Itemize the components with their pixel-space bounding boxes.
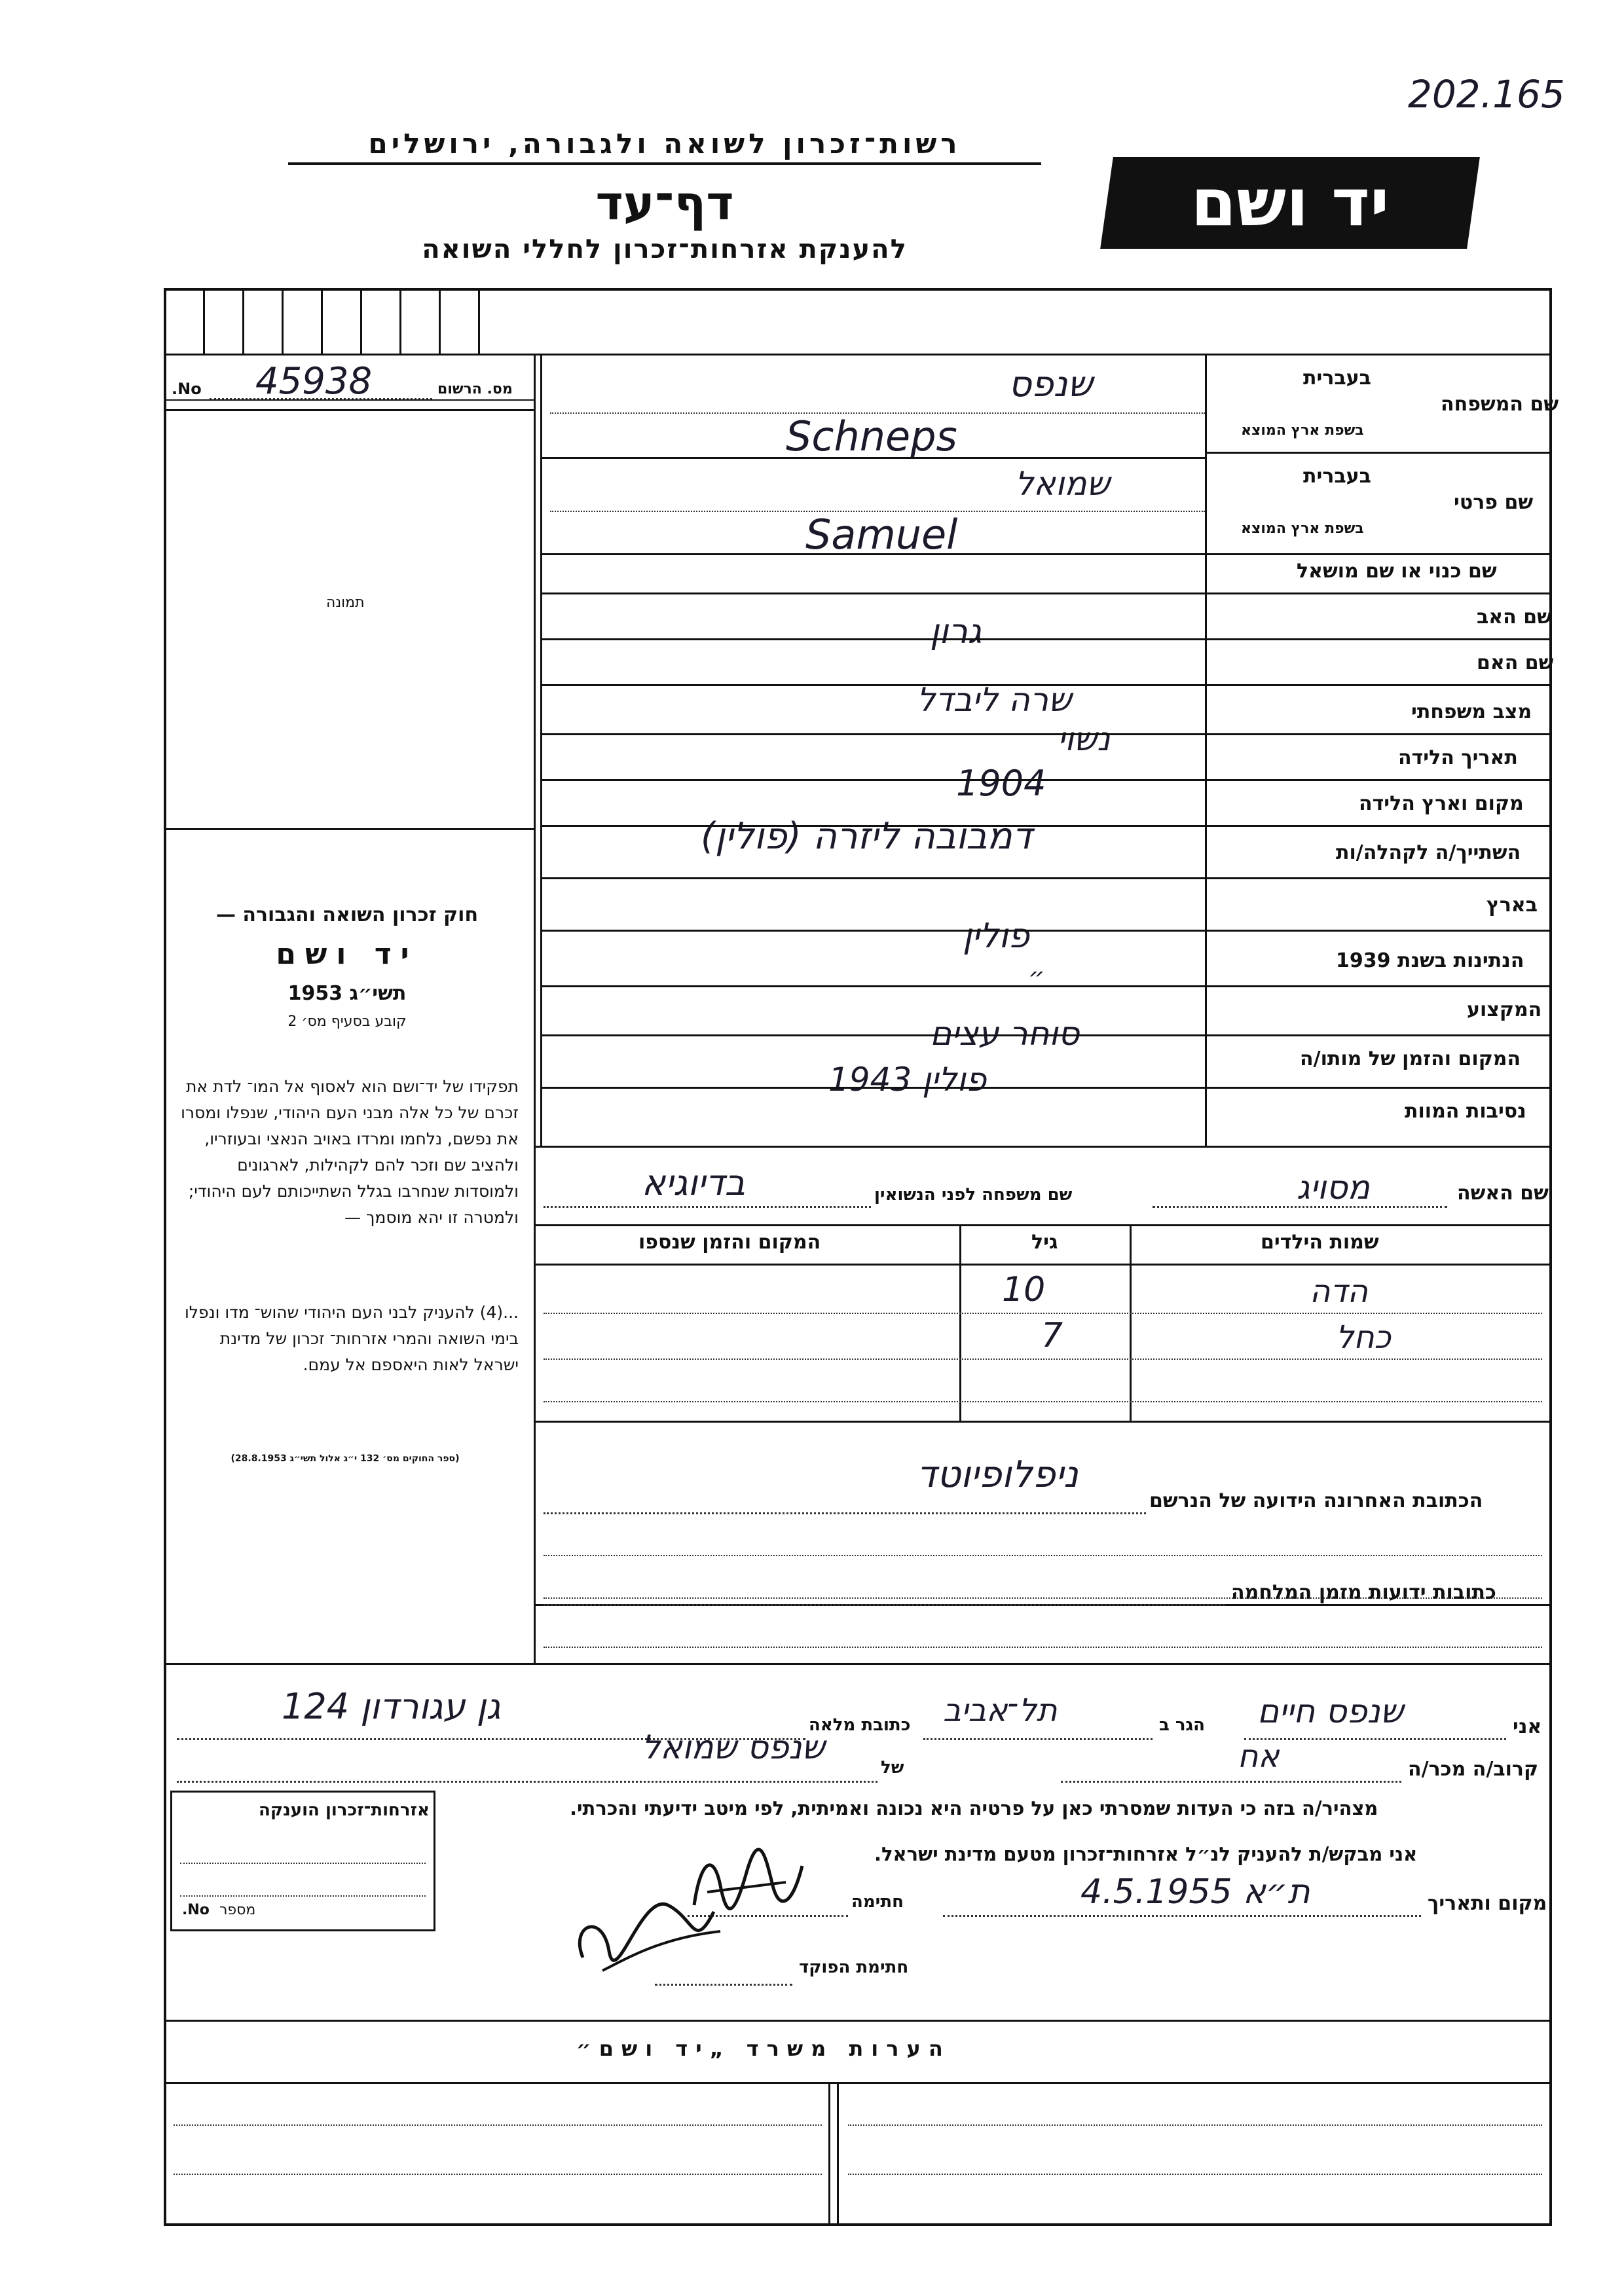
officer-signature-label: חתימת הפוקד bbox=[799, 1958, 909, 1977]
nickname-label: שם כנוי או שם מושאל bbox=[1297, 560, 1497, 583]
birthdate-value: 1904 bbox=[956, 763, 1046, 804]
first-name-lat: Samuel bbox=[805, 511, 958, 558]
death-cause-label: נסיבות המוות bbox=[1405, 1100, 1526, 1123]
officer-signature bbox=[563, 1872, 747, 1984]
authority-header: רשות־זכרון לשואה ולגבורה, ירושלים bbox=[288, 128, 1041, 165]
grant-box-title: אזרחות־זכרון הוענקה bbox=[259, 1800, 430, 1820]
child-name: כחל bbox=[1336, 1319, 1392, 1356]
origin-lang-label-1: בשפת ארץ המוצא bbox=[1241, 422, 1364, 439]
place-date-label: מקום ותאריך bbox=[1428, 1892, 1547, 1915]
in-hebrew-label-1: בעברית bbox=[1303, 367, 1371, 390]
law-year: תשי״ג 1953 bbox=[287, 982, 407, 1005]
wife-label: שם האשה bbox=[1457, 1182, 1549, 1205]
registration-label: מס. הרשום bbox=[437, 381, 513, 397]
country-label: בארץ bbox=[1486, 894, 1538, 917]
family-name-lat: Schneps bbox=[786, 412, 957, 460]
relative-of-value: שנפס שמואל bbox=[642, 1728, 825, 1766]
profession-label: המקצוע bbox=[1467, 998, 1542, 1021]
children-names-header: שמות הילדים bbox=[1261, 1231, 1379, 1254]
child-age: 10 bbox=[1002, 1270, 1046, 1309]
citizenship-label: הנתינות בשנת 1939 bbox=[1336, 949, 1524, 972]
in-hebrew-label-2: בעברית bbox=[1303, 465, 1371, 488]
father-label: שם האב bbox=[1477, 606, 1552, 629]
declarant-city: תל־אביב bbox=[943, 1692, 1058, 1729]
first-name-label: שם פרטי bbox=[1454, 491, 1534, 514]
last-address-value: ניפלופיוטד bbox=[917, 1453, 1079, 1496]
place-date-value: ת״א 4.5.1955 bbox=[1080, 1872, 1310, 1912]
profession-value: סוחר עצים bbox=[930, 1015, 1080, 1053]
full-address-label: כתובת מלאה bbox=[809, 1715, 911, 1735]
mother-value: שרה ליבדל bbox=[917, 681, 1072, 719]
declarant-i-label: אני bbox=[1513, 1715, 1542, 1738]
children-place-header: המקום והזמן שנספו bbox=[638, 1231, 821, 1254]
remarks-title: הערות משרד „יד ושם״ bbox=[576, 2036, 951, 2061]
resides-label: הגר ב bbox=[1159, 1715, 1206, 1735]
wife-value: מסויג bbox=[1297, 1169, 1370, 1207]
registration-no-label: No. bbox=[172, 380, 202, 398]
mother-label: שם האם bbox=[1477, 651, 1554, 674]
signature-label: חתימה bbox=[851, 1892, 904, 1912]
wartime-address-label: כתובות ידועות מזמן המלחמה bbox=[1231, 1581, 1496, 1604]
birthplace-label: מקום וארץ הלידה bbox=[1359, 792, 1524, 815]
birthdate-label: תאריך הלידה bbox=[1398, 746, 1518, 769]
law-name: יד ושם bbox=[276, 938, 418, 971]
first-name-he: שמואל bbox=[1015, 465, 1110, 503]
registration-number: 45938 bbox=[255, 360, 373, 403]
maiden-name-value: בדיוגיא bbox=[642, 1162, 745, 1203]
of-label: של bbox=[881, 1758, 904, 1777]
law-title: חוק זכרון השואה והגבורה — bbox=[215, 903, 479, 926]
law-citation: (ספר החוקים מס׳ 132 י״ג אלול תשי״ג 28.8.1953) bbox=[231, 1453, 460, 1464]
child-name: הדה bbox=[1310, 1273, 1368, 1310]
archive-number: 202.165 bbox=[1408, 72, 1565, 117]
law-paragraph-1: תפקידו של יד־ושם הוא לאסוף אל המו־ לדת את זכרם של כל אלה מבני העם היהודי, שנפלו ומסרו את נפשם, נלחמו ומרדו באויב הנאצי ובעוזריו, ולהציב שם וזכר להם לקהילות, לארגונים ולמוסדות שנחרבו בגלל השתייכותם לעם היהודי; ולמטרה זו יהא מוסמך — bbox=[181, 1077, 519, 1227]
yad-vashem-logo bbox=[1100, 157, 1480, 249]
marital-status-label: מצב משפחתי bbox=[1411, 701, 1532, 723]
logo-text: יד ושם bbox=[1190, 164, 1390, 241]
death-place-value: פולין 1943 bbox=[828, 1061, 987, 1099]
origin-lang-label-2: בשפת ארץ המוצא bbox=[1241, 520, 1364, 537]
citizenship-value: ״ bbox=[1028, 962, 1045, 993]
family-name-he: שנפס bbox=[1008, 363, 1093, 405]
marital-status-value: נשוי bbox=[1058, 720, 1111, 758]
family-name-label: שם המשפחה bbox=[1441, 393, 1559, 416]
law-paragraph-2: ...(4) להעניק לבני העם היהודי שהוש־ מדו ונפלו בימי השואה והמרי אזרחות־ זכרון של מדינת ישראל לאות היאספם אל עמם. bbox=[184, 1303, 519, 1374]
photo-label: תמונה bbox=[326, 594, 365, 611]
maiden-name-label: שם משפחה לפני הנשואין bbox=[874, 1185, 1073, 1205]
relative-label: קרוב/ה מכר/ה bbox=[1408, 1758, 1539, 1781]
declarant-name: שנפס חיים bbox=[1257, 1692, 1404, 1730]
child-age: 7 bbox=[1041, 1316, 1063, 1355]
relation-value: אח bbox=[1238, 1738, 1280, 1775]
grant-box-number-label: מספר bbox=[219, 1902, 256, 1918]
declaration-request: אני מבקש/ת להעניק לנ״ל אזרחות־זכרון מטעם מדינת ישראל. bbox=[874, 1843, 1418, 1865]
children-age-header: גיל bbox=[1031, 1231, 1058, 1254]
form-subtitle: להענקת אזרחות־זכרון לחללי השואה bbox=[422, 234, 908, 264]
death-place-label: המקום והזמן של מותו/ה bbox=[1300, 1048, 1521, 1070]
law-clause: קובע בסעיף מס׳ 2 bbox=[287, 1013, 407, 1030]
birthplace-value: דמבובה ליזרה (פולין) bbox=[701, 815, 1033, 858]
declarant-address: גן עגורדון 124 bbox=[282, 1686, 501, 1727]
declaration-statement: מצהיר/ה בזה כי העדות שמסרתי כאן על פרטיה היא נכונה ואמיתית, לפי מיטב ידיעתי והכרתי. bbox=[570, 1797, 1378, 1819]
grant-box-no-label: No. bbox=[182, 1902, 210, 1918]
country-value: פולין bbox=[963, 917, 1029, 956]
form-title: דף־עד bbox=[595, 175, 734, 230]
community-label: השתייך/ה לקהלה/ות bbox=[1336, 841, 1521, 864]
last-address-label: הכתובת האחרונה הידועה של הנרשם bbox=[1149, 1489, 1483, 1512]
father-value: גרון bbox=[930, 612, 982, 651]
